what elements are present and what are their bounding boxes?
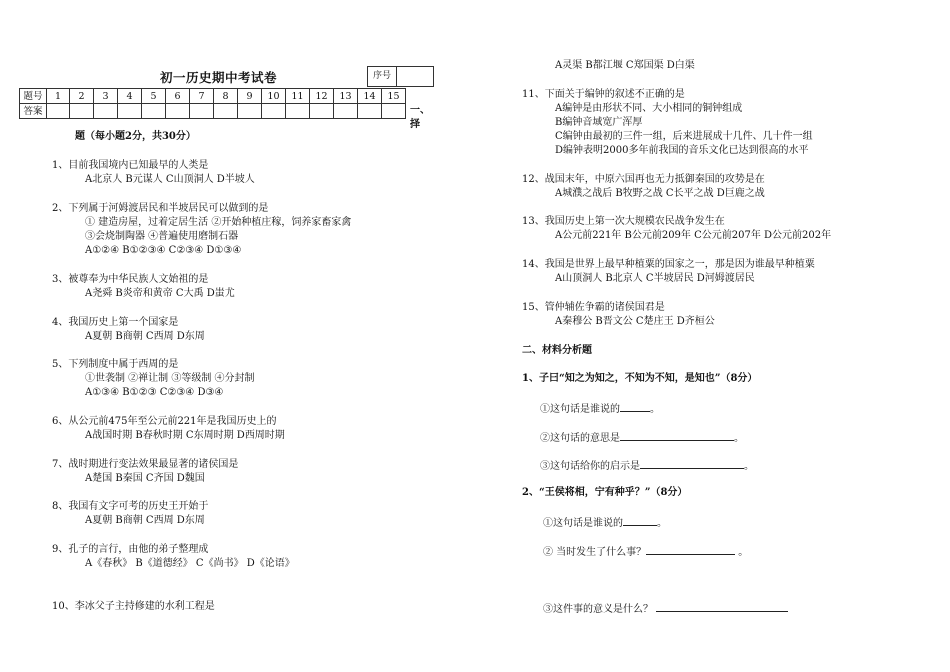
question-number-label: 题号 bbox=[20, 89, 47, 104]
sequence-label: 序号 bbox=[368, 67, 397, 87]
item-period: 。 bbox=[744, 461, 754, 472]
question-number-cell: 5 bbox=[142, 89, 166, 104]
question-number-cell: 8 bbox=[214, 89, 238, 104]
answer-cell[interactable] bbox=[94, 104, 118, 119]
answer-blank[interactable] bbox=[646, 543, 735, 555]
question-number-cell: 12 bbox=[310, 89, 334, 104]
question-options: A夏朝 B商朝 C西周 D东周 bbox=[85, 515, 205, 526]
answer-blank[interactable] bbox=[623, 514, 657, 526]
answer-blank[interactable] bbox=[656, 600, 788, 612]
question-options: A秦穆公 B晋文公 C楚庄王 D齐桓公 bbox=[555, 316, 715, 327]
analysis-q2-item-3 bbox=[543, 600, 788, 616]
question-stem: 3、被尊奉为中华民族人文始祖的是 bbox=[52, 274, 209, 285]
question-number-cell: 2 bbox=[70, 89, 94, 104]
question-stem: 1、目前我国境内已知最早的人类是 bbox=[52, 160, 209, 171]
question-options: A楚国 B秦国 C齐国 D魏国 bbox=[85, 473, 205, 484]
answer-grid-number-row bbox=[20, 89, 406, 104]
question-number-cell: 7 bbox=[190, 89, 214, 104]
question-option: A编钟是由形状不同、大小相同的铜钟组成 bbox=[555, 103, 743, 114]
question-10-options: A灵渠 B都江堰 C郑国渠 D白渠 bbox=[555, 60, 695, 71]
left-question-10-stem: 10、李冰父子主持修建的水利工程是 bbox=[52, 601, 215, 612]
item-text: ③这句话给你的启示是 bbox=[540, 461, 640, 472]
question-number-cell: 6 bbox=[166, 89, 190, 104]
question-stem: 2、下列属于河姆渡居民和半坡居民可以做到的是 bbox=[52, 203, 269, 214]
question-options: A尧舜 B炎帝和黄帝 C大禹 D蚩尤 bbox=[85, 288, 235, 299]
item-text: ②这句话的意思是 bbox=[540, 433, 620, 444]
question-number-cell: 13 bbox=[334, 89, 358, 104]
question-stem: 6、从公元前475年至公元前221年是我国历史上的 bbox=[52, 416, 277, 427]
analysis-q2-item-2 bbox=[543, 543, 748, 559]
item-period: 。 bbox=[657, 518, 667, 529]
question-statement: ① 建造房屋，过着定居生活 ②开始种植庄稼，饲养家畜家禽 bbox=[85, 217, 352, 228]
question-stem: 15、管仲辅佐争霸的诸侯国君是 bbox=[522, 302, 665, 313]
question-stem: 12、战国末年，中原六国再也无力抵御秦国的攻势是在 bbox=[522, 174, 765, 185]
answer-cell[interactable] bbox=[142, 104, 166, 119]
question-number-cell: 11 bbox=[286, 89, 310, 104]
answer-blank[interactable] bbox=[620, 429, 734, 441]
exam-title: 初一历史期中考试卷 bbox=[160, 70, 278, 85]
section1-instruction: 题（每小题2分，共30分） bbox=[75, 131, 196, 142]
question-statement: ①世袭制 ②禅让制 ③等级制 ④分封制 bbox=[85, 373, 255, 384]
question-option: C编钟由最初的三件一组，后来进展成十几件、几十件一组 bbox=[555, 131, 813, 142]
analysis-question-2-title: 2、“王侯将相，宁有种乎？”（8分） bbox=[522, 487, 688, 498]
question-stem: 11、下面关于编钟的叙述不正确的是 bbox=[522, 89, 685, 100]
question-options: A夏朝 B商朝 C西周 D东周 bbox=[85, 331, 205, 342]
question-stem: 4、我国历史上第一个国家是 bbox=[52, 317, 179, 328]
item-text: ② 当时发生了什么事？ bbox=[543, 547, 647, 558]
section1-label: 一、择 bbox=[410, 105, 430, 130]
question-stem: 9、孔子的言行，由他的弟子整理成 bbox=[52, 544, 209, 555]
answer-cell[interactable] bbox=[190, 104, 214, 119]
question-stem: 5、下列制度中属于西周的是 bbox=[52, 359, 179, 370]
answer-cell[interactable] bbox=[70, 104, 94, 119]
item-period: 。 bbox=[734, 433, 744, 444]
analysis-q1-item-1 bbox=[540, 400, 660, 416]
answer-cell[interactable] bbox=[310, 104, 334, 119]
question-stem: 13、我国历史上第一次大规模农民战争发生在 bbox=[522, 216, 725, 227]
question-options: A山顶洞人 B北京人 C半坡居民 D河姆渡居民 bbox=[555, 273, 755, 284]
answer-blank[interactable] bbox=[640, 457, 744, 469]
analysis-question-1-title: 1、子曰“知之为知之，不知为不知，是知也”（8分） bbox=[522, 373, 758, 384]
question-options: A《春秋》 B《道德经》 C《尚书》 D《论语》 bbox=[85, 558, 295, 569]
answer-grid bbox=[19, 88, 406, 119]
answer-cell[interactable] bbox=[334, 104, 358, 119]
question-statement: ③会烧制陶器 ④普遍使用磨制石器 bbox=[85, 231, 239, 242]
answer-cell[interactable] bbox=[382, 104, 406, 119]
section2-title: 二、材料分析题 bbox=[522, 345, 592, 356]
analysis-q1-item-2 bbox=[540, 429, 744, 445]
answer-label: 答案 bbox=[20, 104, 47, 119]
sequence-number-box bbox=[367, 66, 434, 87]
item-text: ①这句话是谁说的 bbox=[540, 404, 620, 415]
question-number-cell: 15 bbox=[382, 89, 406, 104]
question-option: D编钟表明2000多年前我国的音乐文化已达到很高的水平 bbox=[555, 145, 809, 156]
answer-cell[interactable] bbox=[358, 104, 382, 119]
question-number-cell: 9 bbox=[238, 89, 262, 104]
question-number-cell: 10 bbox=[262, 89, 286, 104]
question-number-cell: 4 bbox=[118, 89, 142, 104]
answer-cell[interactable] bbox=[238, 104, 262, 119]
question-number-cell: 1 bbox=[47, 89, 70, 104]
item-text: ③这件事的意义是什么？ bbox=[543, 604, 653, 615]
question-stem: 14、我国是世界上最早种植粟的国家之一，那是因为谁最早种植粟 bbox=[522, 259, 815, 270]
question-number-cell: 3 bbox=[94, 89, 118, 104]
answer-cell[interactable] bbox=[286, 104, 310, 119]
answer-grid-answer-row bbox=[20, 104, 406, 119]
question-options: A战国时期 B春秋时期 C东周时期 D西周时期 bbox=[85, 430, 285, 441]
question-number-cell: 14 bbox=[358, 89, 382, 104]
answer-cell[interactable] bbox=[47, 104, 70, 119]
answer-cell[interactable] bbox=[166, 104, 190, 119]
sequence-value-cell bbox=[397, 67, 434, 87]
answer-cell[interactable] bbox=[118, 104, 142, 119]
analysis-q2-item-1 bbox=[543, 514, 667, 530]
answer-blank[interactable] bbox=[620, 400, 650, 412]
question-stem: 8、我国有文字可考的历史王开始于 bbox=[52, 501, 209, 512]
answer-cell[interactable] bbox=[214, 104, 238, 119]
item-text: ①这句话是谁说的 bbox=[543, 518, 623, 529]
question-options: A城濮之战后 B牧野之战 C长平之战 D巨鹿之战 bbox=[555, 188, 765, 199]
question-option: B编钟音域宽广浑厚 bbox=[555, 117, 643, 128]
question-options: A①②④ B①②③④ C②③④ D①③④ bbox=[85, 245, 242, 256]
analysis-q1-item-3 bbox=[540, 457, 754, 473]
question-options: A①③④ B①②③ C②③④ D③④ bbox=[85, 387, 224, 398]
question-stem: 7、战时期进行变法效果最显著的诸侯国是 bbox=[52, 459, 239, 470]
item-period: 。 bbox=[650, 404, 660, 415]
answer-cell[interactable] bbox=[262, 104, 286, 119]
question-options: A北京人 B元谋人 C山顶洞人 D半坡人 bbox=[85, 174, 255, 185]
question-options: A公元前221年 B公元前209年 C公元前207年 D公元前202年 bbox=[555, 230, 832, 241]
item-period: 。 bbox=[738, 547, 749, 558]
